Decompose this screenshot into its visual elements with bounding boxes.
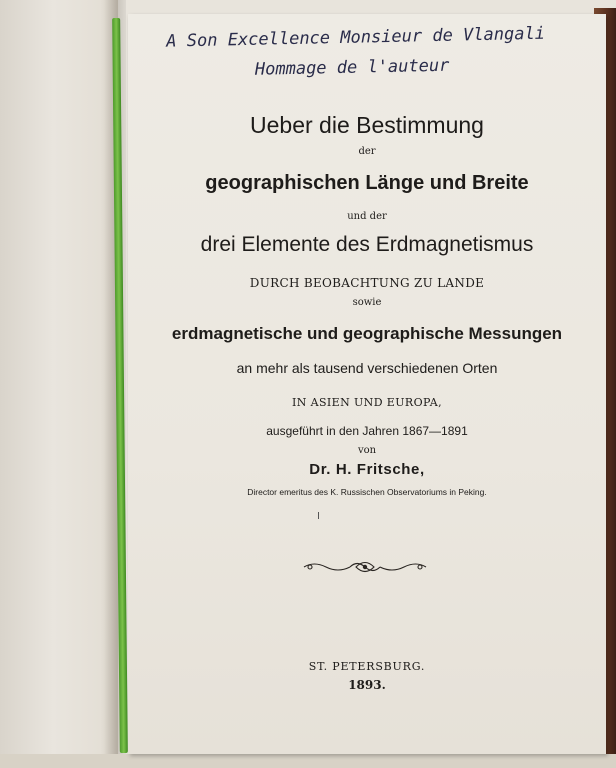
places-line: an mehr als tausend verschiedenen Orten xyxy=(236,360,498,376)
publication-place: ST. PETERSBURG. xyxy=(308,660,426,673)
dedication-line-1: A Son Excellence Monsieur de Vlangali xyxy=(166,23,546,52)
handwritten-dedication xyxy=(166,19,606,80)
measurements-line: erdmagnetische und geographische Messungen xyxy=(171,324,563,343)
years-line: ausgeführt in den Jahren 1867—1891 xyxy=(266,424,468,438)
author-name: Dr. H. Fritsche, xyxy=(309,461,425,478)
publication-year: 1893. xyxy=(348,678,386,692)
title-line-1: Ueber die Bestimmung xyxy=(250,112,484,138)
connector-sowie: sowie xyxy=(352,297,382,308)
method-line: DURCH BEOBACHTUNG ZU LANDE xyxy=(249,276,485,290)
regions-line: IN ASIEN UND EUROPA, xyxy=(291,396,443,409)
title-line-3: drei Elemente des Erdmagnetismus xyxy=(200,233,534,256)
author-title: Director emeritus des K. Russischen Observatoriums in Peking. xyxy=(247,487,487,497)
title-line-2: geographischen Länge und Breite xyxy=(205,172,529,194)
left-blank-page xyxy=(0,0,118,768)
printer-mark xyxy=(318,512,319,519)
dedication-line-2: Hommage de l'auteur xyxy=(254,55,450,80)
connector-und: und der xyxy=(347,211,387,222)
connector-der: der xyxy=(358,146,376,157)
connector-von: von xyxy=(357,445,377,456)
ornament-icon xyxy=(300,559,430,575)
title-page xyxy=(128,14,606,754)
table-surface xyxy=(0,754,616,768)
